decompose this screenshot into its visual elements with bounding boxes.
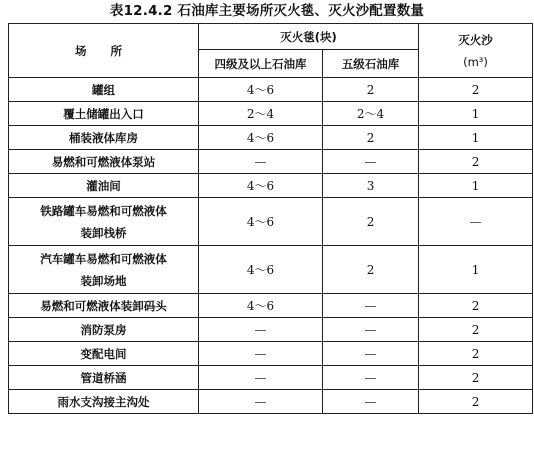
place-cell: 覆土储罐出入口 <box>9 102 199 126</box>
sand-cell: 2 <box>419 318 533 342</box>
place-cell: 易燃和可燃液体泵站 <box>9 150 199 174</box>
table-title: 表12.4.2 石油库主要场所灭火毯、灭火沙配置数量 <box>109 3 425 19</box>
place-line: 铁路罐车易燃和可燃液体 <box>40 203 167 218</box>
blanket-level4-cell: — <box>199 366 323 390</box>
table-row <box>9 342 533 366</box>
place-cell: 桶装液体库房 <box>9 126 199 150</box>
table-row <box>9 294 533 318</box>
sand-cell: 2 <box>419 294 533 318</box>
place-cell: 消防泵房 <box>9 318 199 342</box>
table-row <box>9 78 533 102</box>
place-cell: 易燃和可燃液体装卸码头 <box>9 294 199 318</box>
place-line: 装卸栈桥 <box>80 225 127 240</box>
header-blanket-level4: 四级及以上石油库 <box>199 50 323 78</box>
place-cell <box>9 198 199 246</box>
sand-cell: 1 <box>419 102 533 126</box>
sand-cell: 1 <box>419 126 533 150</box>
blanket-level4-cell: 4～6 <box>199 78 323 102</box>
header-row-1 <box>9 24 533 50</box>
blanket-level5-cell: — <box>323 318 419 342</box>
blanket-level4-cell: 4～6 <box>199 174 323 198</box>
table-row <box>9 102 533 126</box>
table-row <box>9 198 533 246</box>
blanket-level4-cell: — <box>199 390 323 414</box>
table-row <box>9 318 533 342</box>
blanket-level4-cell: 2～4 <box>199 102 323 126</box>
sand-cell: — <box>419 198 533 246</box>
place-cell: 灌油间 <box>9 174 199 198</box>
sand-cell: 2 <box>419 390 533 414</box>
table-row <box>9 150 533 174</box>
blanket-level5-cell: — <box>323 294 419 318</box>
blanket-level5-cell: 2～4 <box>323 102 419 126</box>
blanket-level5-cell: 2 <box>323 126 419 150</box>
table-row <box>9 390 533 414</box>
table-row <box>9 126 533 150</box>
blanket-level4-cell: 4～6 <box>199 294 323 318</box>
sand-cell: 1 <box>419 246 533 294</box>
header-place-cell <box>9 24 199 78</box>
blanket-level4-cell: 4～6 <box>199 198 323 246</box>
place-cell <box>9 246 199 294</box>
blanket-level5-cell: 3 <box>323 174 419 198</box>
header-blanket-level5: 五级石油库 <box>323 50 419 78</box>
header-sand-unit: (m³) <box>463 54 488 69</box>
blanket-level5-cell: 2 <box>323 246 419 294</box>
blanket-level4-cell: 4～6 <box>199 246 323 294</box>
sand-cell: 2 <box>419 366 533 390</box>
blanket-level4-cell: — <box>199 342 323 366</box>
blanket-level5-cell: — <box>323 342 419 366</box>
blanket-level5-cell: — <box>323 150 419 174</box>
sand-cell: 2 <box>419 150 533 174</box>
place-cell: 罐组 <box>9 78 199 102</box>
place-line: 汽车罐车易燃和可燃液体 <box>40 251 167 266</box>
blanket-level5-cell: 2 <box>323 198 419 246</box>
header-sand-label: 灭火沙 <box>458 32 493 47</box>
place-line: 装卸场地 <box>80 273 127 288</box>
table-row <box>9 174 533 198</box>
sand-cell: 2 <box>419 78 533 102</box>
sand-cell: 2 <box>419 342 533 366</box>
header-sand-cell <box>419 24 533 78</box>
place-cell: 变配电间 <box>9 342 199 366</box>
table-row <box>9 366 533 390</box>
blanket-level4-cell: 4～6 <box>199 126 323 150</box>
place-cell: 管道桥涵 <box>9 366 199 390</box>
config-table <box>8 23 533 414</box>
header-place: 场 所 <box>74 43 132 58</box>
place-cell: 雨水支沟接主沟处 <box>9 390 199 414</box>
sand-cell: 1 <box>419 174 533 198</box>
blanket-level5-cell: — <box>323 366 419 390</box>
blanket-level4-cell: — <box>199 150 323 174</box>
blanket-level5-cell: — <box>323 390 419 414</box>
header-blanket-group: 灭火毯(块) <box>199 24 419 50</box>
blanket-level5-cell: 2 <box>323 78 419 102</box>
blanket-level4-cell: — <box>199 318 323 342</box>
table-row <box>9 246 533 294</box>
